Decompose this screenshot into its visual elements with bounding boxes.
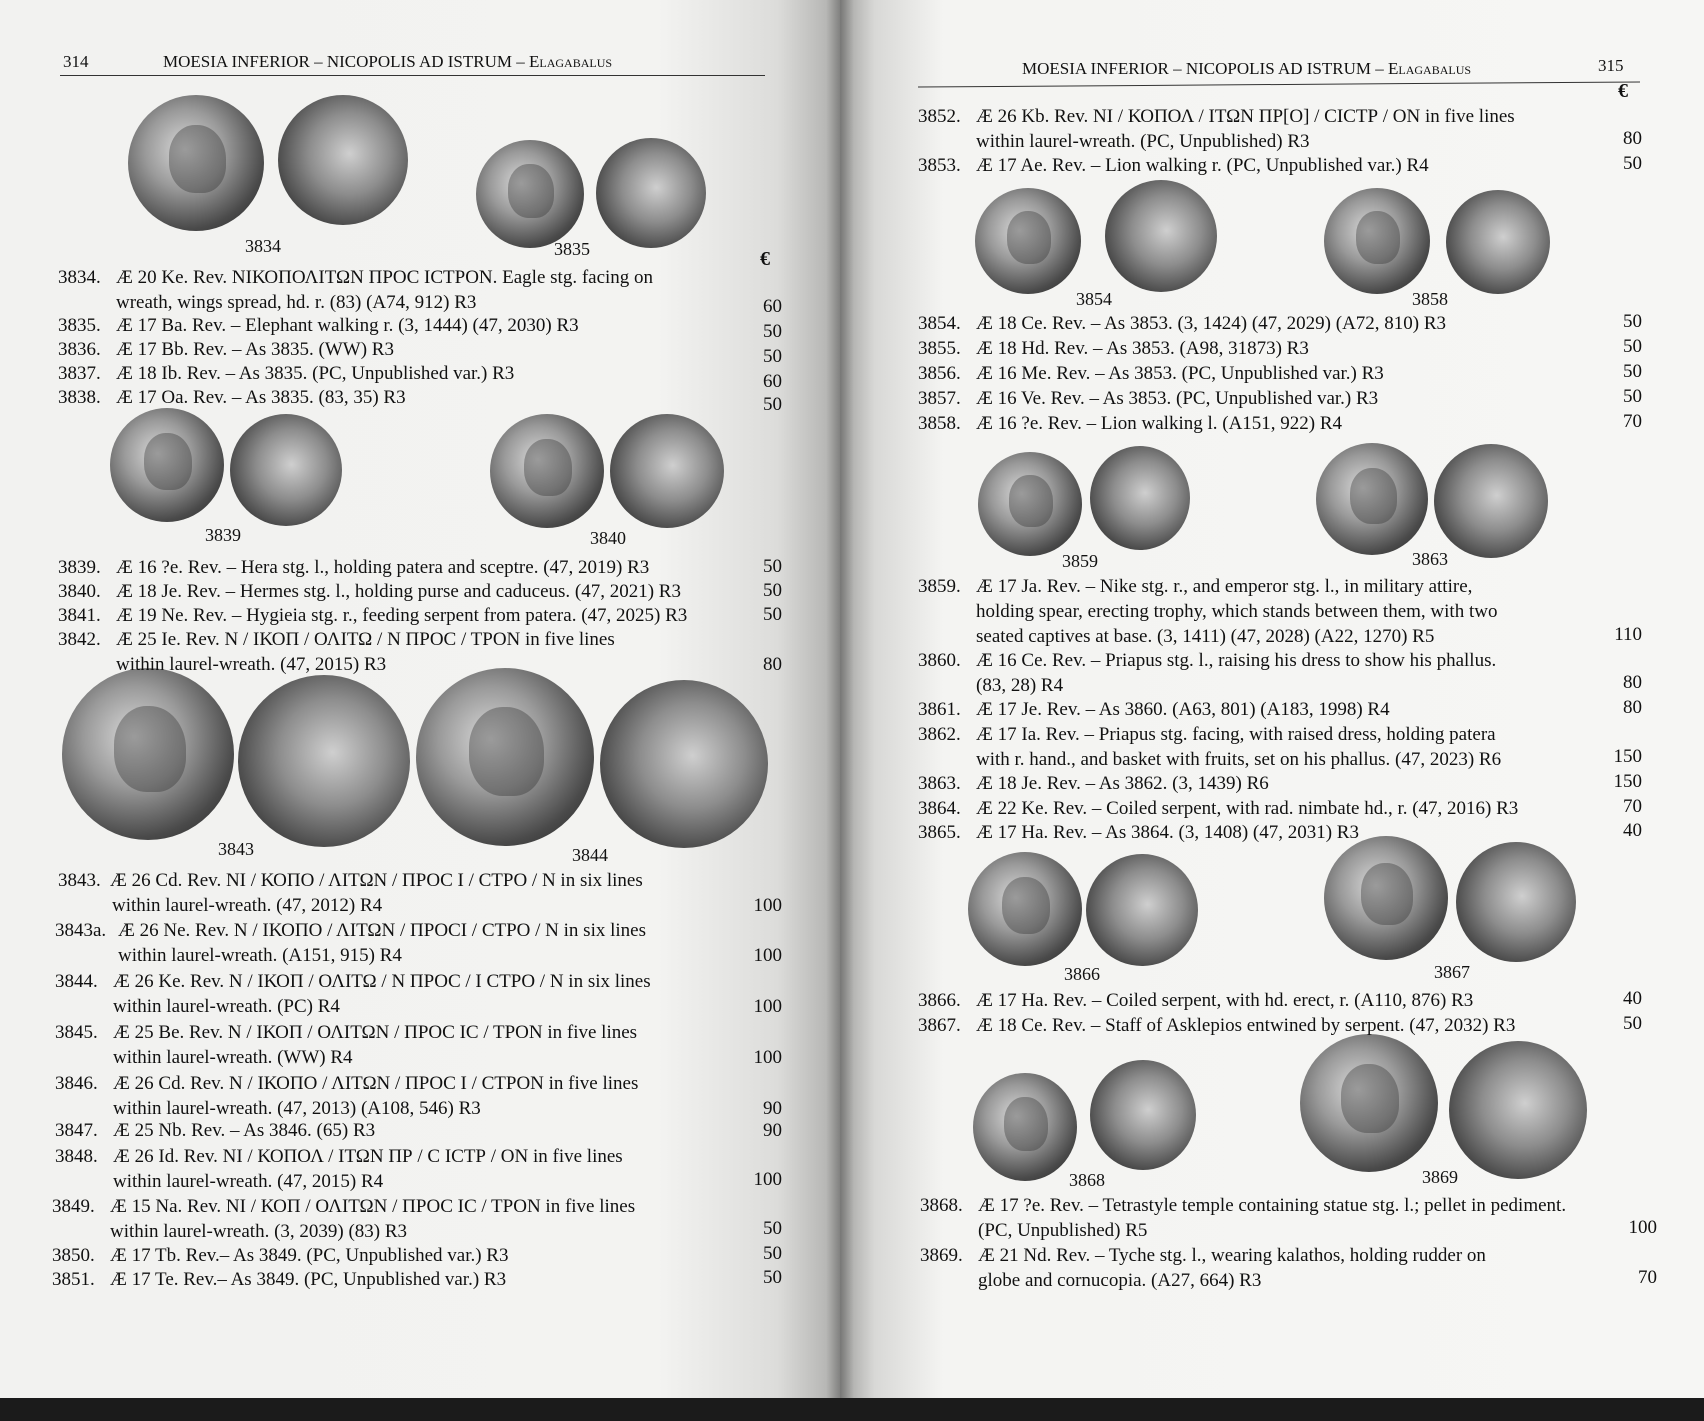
entry-price: 50 [1623, 386, 1642, 407]
coin-photo-obverse [975, 188, 1081, 294]
coin-photo-reverse [278, 95, 408, 225]
coin-photo-obverse [476, 140, 584, 248]
entry-price: 50 [763, 321, 782, 342]
coin-photo-obverse [128, 95, 264, 231]
entry-price: 90 [763, 1098, 782, 1119]
coin-label: 3859 [1062, 551, 1098, 571]
coin-label: 3866 [1064, 964, 1100, 984]
entry-price: 70 [1623, 796, 1642, 817]
entry-price: 40 [1623, 988, 1642, 1009]
coin-photo-reverse [1446, 190, 1550, 294]
entry-price: 50 [763, 604, 782, 625]
bottom-bar [0, 1398, 1704, 1421]
coin-photo-reverse [1449, 1041, 1587, 1179]
coin-label: 3839 [205, 525, 241, 545]
entry-price: 50 [763, 1267, 782, 1288]
running-head: MOESIA INFERIOR – NICOPOLIS AD ISTRUM – Elagabalus [1022, 59, 1472, 78]
coin-photo-reverse [1086, 854, 1198, 966]
coin-photo-reverse [600, 680, 768, 848]
coin-photo-obverse [1316, 443, 1428, 555]
entry-price: 50 [1623, 311, 1642, 332]
coin-label: 3863 [1412, 549, 1448, 569]
currency-symbol: € [760, 248, 770, 270]
coin-photo-reverse [610, 414, 724, 528]
coin-label: 3840 [590, 528, 626, 548]
coin-label: 3835 [554, 239, 590, 259]
coin-photo-obverse [1324, 188, 1430, 294]
coin-photo-reverse [230, 414, 342, 526]
coin-photo-obverse [62, 668, 234, 840]
entry-price: 110 [1614, 624, 1642, 645]
right-page: MOESIA INFERIOR – NICOPOLIS AD ISTRUM – Elagabalus 315 € 3854 3858 3859 3863 3866 3867 3868 3869 3852. Æ 26 Kb. Rev. ΝΙ / ΚΟΠΟΛ / ΙΤΩΝ ΠΡ[Ο] / ϹΙϹΤΡ / ΟΝ in five lines within laurel-wreath. (PC, Unpublished) R3 80 3853. Æ 17 Ae. Rev. – Lion walking r. (PC, Unpublished var.) R4 50 3854. Æ 18 Ce. Rev. – As 3853. (3, 1424) (47, 2029) (A72, 810) R3 50 3855. Æ 18 Hd. Rev. – As 3853. (A98, 31873) R3 50 3856. Æ 16 Me. Rev. – As 3853. (PC, Unpublished var.) R3 50 3857. Æ 16 Ve. Rev. – As 3853. (PC, Unpublished var.) R3 50 3858. Æ 16 ?e. Rev. – Lion walking l. (A151, 922) R4 70 3859. Æ 17 Ja. Rev. – Nike stg. r., and emperor stg. l., in military attire, holding spear, erecting trophy, which stands between them, with two seated captives at base. (3, 1411) (47, 2028) (A22, 1270) R5 110 3860. Æ 16 Ce. Rev. – Priapus stg. l., raising his dress to show his phallus. (83, 28) R4 80 3861. Æ 17 Je. Rev. – As 3860. (A63, 801) (A183, 1998) R4 80 3862. Æ 17 Ia. Rev. – Priapus stg. facing, with raised dress, holding patera with r. hand., and basket with fruits, set on his phallus. (47, 2023) R6 150 3863. Æ 18 Je. Rev. – As 3862. (3, 1439) R6 150 3864. Æ 22 Ke. Rev. – Coiled serpent, with rad. nimbate hd., r. (47, 2016) R3 70 3865. Æ 17 Ha. Rev. – As 3864. (3, 1408) (47, 2031) R3 40 3866. Æ 17 Ha. Rev. – Coiled serpent, with hd. erect, r. (A110, 876) R3 40 3867. Æ 18 Ce. Rev. – Staff of Asklepios entwined by serpent. (47, 2032) R3 50 3868. Æ 17 ?e. Rev. – Tetrastyle temple containing statue stg. l.; pellet in pediment. (PC, Unpublished) R5 100 3869. Æ 21 Nd. Rev. – Tyche stg. l., wearing kalathos, holding rudder on globe and cornucopia. (A27, 664) R3 70 [840, 0, 1704, 1398]
coin-photo-reverse [238, 675, 410, 847]
coin-label: 3868 [1069, 1170, 1105, 1190]
entry-price: 100 [753, 1047, 782, 1068]
entry-price: 100 [753, 895, 782, 916]
left-page: 314 MOESIA INFERIOR – NICOPOLIS AD ISTRUM – Elagabalus € 3834 3835 3839 3840 3843 3844 3834. Æ 20 Ke. Rev. ΝΙΚΟΠΟΛΙΤΩΝ ΠΡΟϹ ΙϹΤΡΟΝ. Eagle stg. facing on wreath, wings spread, hd. r. (83) (A74, 912) R3 60 3835. Æ 17 Ba. Rev. – Elephant walking r. (3, 1444) (47, 2030) R3 50 3836. Æ 17 Bb. Rev. – As 3835. (WW) R3 50 3837. Æ 18 Ib. Rev. – As 3835. (PC, Unpublished var.) R3 60 3838. Æ 17 Oa. Rev. – As 3835. (83, 35) R3 50 3839. Æ 16 ?e. Rev. – Hera stg. l., holding patera and sceptre. (47, 2019) R3 50 3840. Æ 18 Je. Rev. – Hermes stg. l., holding purse and caduceus. (47, 2021) R3 50 3841. Æ 19 Ne. Rev. – Hygieia stg. r., feeding serpent from patera. (47, 2025) R3 50 3842. Æ 25 Ie. Rev. Ν / ΙΚΟΠ / ΟΛΙΤΩ / Ν ΠΡΟϹ / ΤΡΟΝ in five lines within laurel-wreath. (47, 2015) R3 80 3843. Æ 26 Cd. Rev. ΝΙ / ΚΟΠΟ / ΛΙΤΩΝ / ΠΡΟϹ Ι / ϹΤΡΟ / Ν in six lines within laurel-wreath. (47, 2012) R4 100 3843a. Æ 26 Ne. Rev. Ν / ΙΚΟΠΟ / ΛΙΤΩΝ / ΠΡΟϹΙ / ϹΤΡΟ / Ν in six lines within laurel-wreath. (A151, 915) R4 100 3844. Æ 26 Ke. Rev. Ν / ΙΚΟΠ / ΟΛΙΤΩ / Ν ΠΡΟϹ / Ι ϹΤΡΟ / Ν in six lines within laurel-wreath. (PC) R4 100 3845. Æ 25 Be. Rev. Ν / ΙΚΟΠ / ΟΛΙΤΩΝ / ΠΡΟϹ ΙϹ / ΤΡΟΝ in five lines within laurel-wreath. (WW) R4 100 3846. Æ 26 Cd. Rev. Ν / ΙΚΟΠΟ / ΛΙΤΩΝ / ΠΡΟϹ Ι / ϹΤΡΟΝ in five lines within laurel-wreath. (47, 2013) (A108, 546) R3 90 3847. Æ 25 Nb. Rev. – As 3846. (65) R3 90 3848. Æ 26 Id. Rev. ΝΙ / ΚΟΠΟΛ / ΙΤΩΝ ΠΡ / C ΙϹΤΡ / ΟΝ in five lines within laurel-wreath. (47, 2015) R4 100 3849. Æ 15 Na. Rev. ΝΙ / ΚΟΠ / ΟΛΙΤΩΝ / ΠΡΟϹ ΙϹ / ΤΡΟΝ in five lines within laurel-wreath. (3, 2039) (83) R3 50 3850. Æ 17 Tb. Rev.– As 3849. (PC, Unpublished var.) R3 50 3851. Æ 17 Te. Rev.– As 3849. (PC, Unpublished var.) R3 50 [0, 0, 845, 1398]
coin-label: 3843 [218, 839, 254, 859]
running-head: MOESIA INFERIOR – NICOPOLIS AD ISTRUM – Elagabalus [163, 52, 613, 71]
coin-photo-obverse [110, 408, 224, 522]
entry-price: 70 [1638, 1267, 1657, 1288]
coin-photo-obverse [1324, 836, 1448, 960]
coin-photo-obverse [978, 452, 1082, 556]
currency-symbol: € [1618, 80, 1628, 102]
coin-label: 3858 [1412, 289, 1448, 309]
coin-photo-reverse [1090, 1060, 1196, 1170]
coin-label: 3844 [572, 845, 608, 865]
entry-price: 60 [763, 371, 782, 392]
entry-price: 50 [763, 1218, 782, 1239]
coin-label: 3869 [1422, 1167, 1458, 1187]
entry-price: 100 [753, 996, 782, 1017]
coin-label: 3867 [1434, 962, 1470, 982]
entry-price: 100 [753, 1169, 782, 1190]
entry-price: 80 [1623, 672, 1642, 693]
entry-price: 80 [1623, 128, 1642, 149]
coin-photo-obverse [1300, 1034, 1438, 1172]
entry-price: 100 [753, 945, 782, 966]
coin-photo-reverse [1434, 444, 1548, 558]
entry-price: 50 [763, 346, 782, 367]
entry-price: 60 [763, 296, 782, 317]
coin-photo-obverse [968, 852, 1082, 966]
entry-price: 50 [1623, 336, 1642, 357]
entry-price: 70 [1623, 411, 1642, 432]
entry-price: 80 [763, 654, 782, 675]
coin-photo-reverse [1456, 842, 1576, 962]
coin-photo-reverse [1090, 446, 1190, 550]
header-rule [60, 75, 765, 76]
entry-price: 50 [763, 580, 782, 601]
entry-price: 100 [1628, 1217, 1657, 1238]
coin-photo-reverse [1105, 180, 1217, 292]
entry-price: 50 [1623, 153, 1642, 174]
entry-price: 150 [1613, 746, 1642, 767]
book-gutter [826, 0, 854, 1398]
entry-price: 50 [1623, 1013, 1642, 1034]
header-rule [918, 81, 1640, 87]
entry-price: 40 [1623, 820, 1642, 841]
coin-photo-obverse [416, 668, 594, 846]
coin-label: 3854 [1076, 289, 1112, 309]
entry-price: 150 [1613, 771, 1642, 792]
entry-price: 90 [763, 1120, 782, 1141]
coin-photo-reverse [596, 138, 706, 248]
entry-price: 50 [763, 394, 782, 415]
entry-price: 50 [763, 1243, 782, 1264]
coin-photo-obverse [973, 1073, 1077, 1181]
page-number: 314 [63, 52, 89, 71]
coin-photo-obverse [490, 414, 604, 528]
entry-price: 80 [1623, 697, 1642, 718]
entry-price: 50 [1623, 361, 1642, 382]
page-number: 315 [1598, 56, 1624, 75]
entry-price: 50 [763, 556, 782, 577]
coin-label: 3834 [245, 236, 281, 256]
